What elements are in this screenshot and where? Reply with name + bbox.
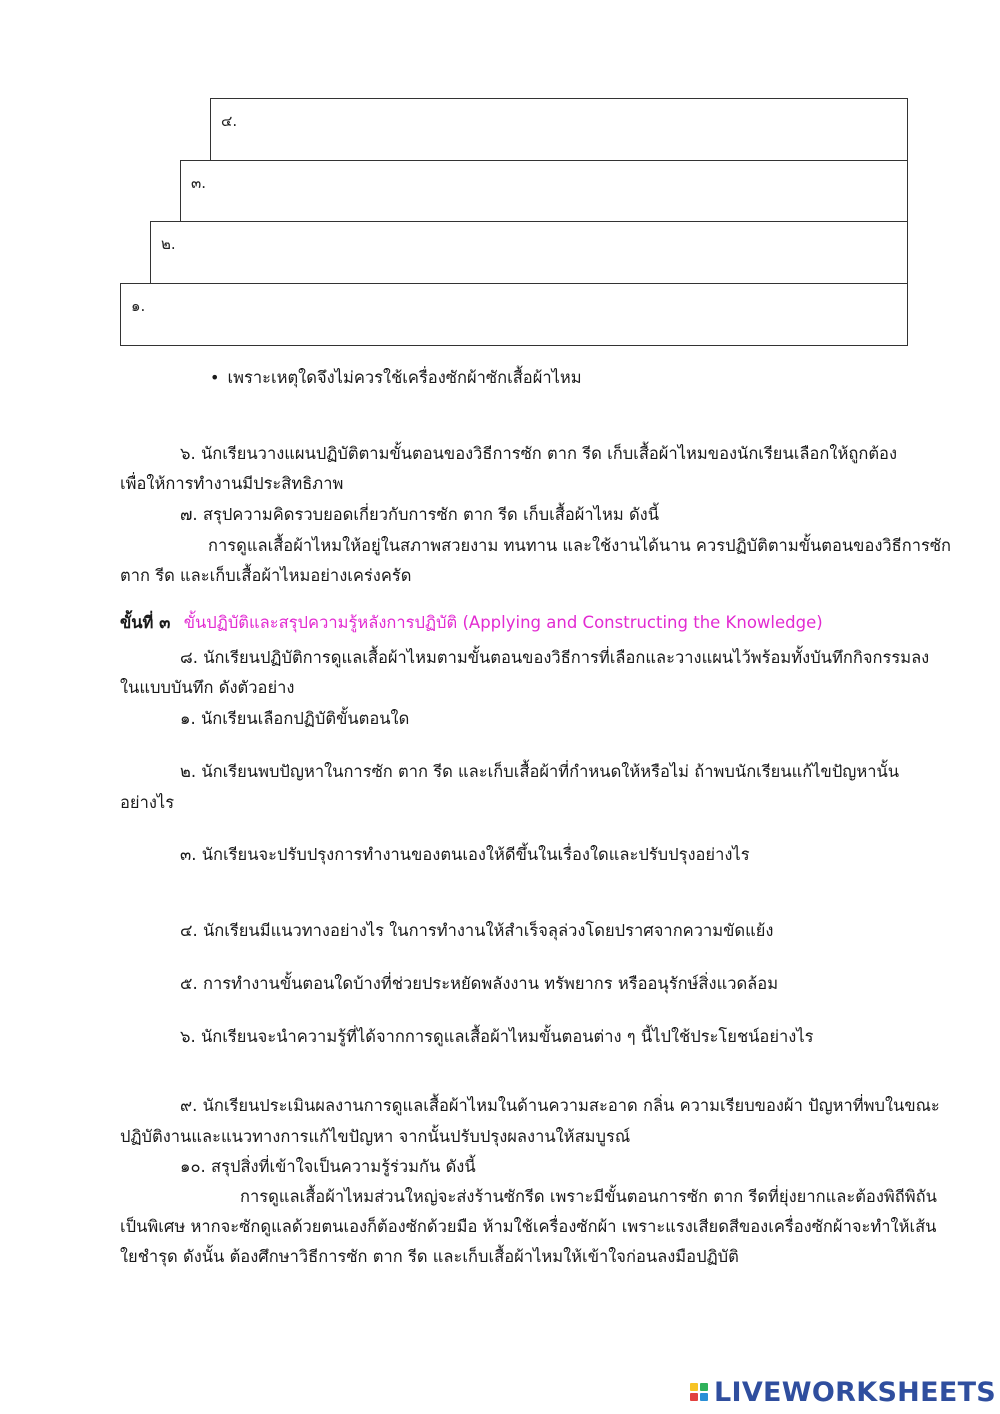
logo-text: LIVEWORKSHEETS (714, 1376, 997, 1408)
logo-square-2 (700, 1383, 708, 1391)
question-2-line1: ๒. นักเรียนพบปัญหาในการซัก ตาก รีด และเก็บเสื้อผ้าที่กำหนดให้หรือไม่ ถ้าพบนักเรียนแก้ไขปัญหานั้น (180, 762, 900, 781)
step3-title: ขั้นปฏิบัติและสรุปความรู้หลังการปฏิบัติ (Applying and Constructing the Knowledge) (183, 613, 823, 632)
question-3: ๓. นักเรียนจะปรับปรุงการทำงานของตนเองให้ดีขึ้นในเรื่องใดและปรับปรุงอย่างไร (180, 845, 750, 864)
item8-line1: ๘. นักเรียนปฏิบัติการดูแลเสื้อผ้าไหมตามขั้นตอนของวิธีการที่เลือกและวางแผนไว้พร้อมทั้งบันทึกกิจกรรมลง (180, 648, 930, 667)
item9-line2: ปฏิบัติงานและแนวทางการแก้ไขปัญหา จากนั้นปรับปรุงผลงานให้สมบูรณ์ (120, 1127, 631, 1146)
answer-box-4[interactable] (210, 98, 908, 161)
question-2-line2: อย่างไร (120, 793, 175, 812)
answer-box-2[interactable] (150, 221, 908, 284)
question-6: ๖. นักเรียนจะนำความรู้ที่ได้จากการดูแลเสื้อผ้าไหมขั้นตอนต่าง ๆ นี้ไปใช้ประโยชน์อย่างไร (180, 1027, 814, 1046)
item9-line1: ๙. นักเรียนประเมินผลงานการดูแลเสื้อผ้าไหมในด้านความสะอาด กลิ่น ความเรียบของผ้า ปัญหาที่พบในขณะ (180, 1096, 940, 1115)
logo-square-1 (690, 1383, 698, 1391)
step3-heading (120, 612, 823, 634)
item7-line1: ๗. สรุปความคิดรวบยอดเกี่ยวกับการซัก ตาก รีด เก็บเสื้อผ้าไหม ดังนี้ (180, 505, 660, 524)
question-5: ๕. การทำงานขั้นตอนใดบ้างที่ช่วยประหยัดพลังงาน ทรัพยากร หรืออนุรักษ์สิ่งแวดล้อม (180, 974, 779, 993)
item7-line2: การดูแลเสื้อผ้าไหมให้อยู่ในสภาพสวยงาม ทนทาน และใช้งานได้นาน ควรปฏิบัติตามขั้นตอนของวิธีการซัก (208, 536, 952, 555)
logo-square-3 (690, 1393, 698, 1401)
answer-box-3-label: ๓. (191, 174, 207, 192)
bullet-icon: • (210, 368, 220, 387)
bullet-question (210, 367, 582, 389)
item10-line4: ใยชำรุด ดังนั้น ต้องศึกษาวิธีการซัก ตาก รีด และเก็บเสื้อผ้าไหมให้เข้าใจก่อนลงมือปฏิบัติ (120, 1247, 739, 1266)
item8-line2: ในแบบบันทึก ดังตัวอย่าง (120, 678, 295, 697)
item6-line2: เพื่อให้การทำงานมีประสิทธิภาพ (120, 474, 344, 493)
bullet-question-text: เพราะเหตุใดจึงไม่ควรใช้เครื่องซักผ้าซักเสื้อผ้าไหม (227, 368, 582, 387)
question-1: ๑. นักเรียนเลือกปฏิบัติขั้นตอนใด (180, 709, 410, 728)
step3-label: ขั้นที่ ๓ (120, 613, 171, 632)
item10-line3: เป็นพิเศษ หากจะซักดูแลด้วยตนเองก็ต้องซักด้วยมือ ห้ามใช้เครื่องซักผ้า เพราะแรงเสียดสีของเครื่องซักผ้าจะทำให้เส้น (120, 1217, 937, 1236)
answer-box-1-label: ๑. (131, 297, 146, 315)
answer-box-1[interactable] (120, 283, 908, 346)
question-4: ๔. นักเรียนมีแนวทางอย่างไร ในการทำงานให้สำเร็จลุล่วงโดยปราศจากความขัดแย้ง (180, 921, 774, 940)
answer-box-3[interactable] (180, 160, 908, 223)
answer-box-4-label: ๔. (221, 112, 238, 130)
item10-line2: การดูแลเสื้อผ้าไหมส่วนใหญ่จะส่งร้านซักรีด เพราะมีขั้นตอนการซัก ตาก รีดที่ยุ่งยากและต้องพิถีพิถัน (240, 1187, 937, 1206)
answer-box-2-label: ๒. (161, 235, 176, 253)
logo-square-4 (700, 1393, 708, 1401)
liveworksheets-logo[interactable] (690, 1372, 996, 1412)
logo-mark-icon (690, 1383, 708, 1401)
item7-line3: ตาก รีด และเก็บเสื้อผ้าไหมอย่างเคร่งครัด (120, 566, 412, 585)
item10-line1: ๑๐. สรุปสิ่งที่เข้าใจเป็นความรู้ร่วมกัน ดังนี้ (180, 1157, 476, 1176)
item6-line1: ๖. นักเรียนวางแผนปฏิบัติตามขั้นตอนของวิธีการซัก ตาก รีด เก็บเสื้อผ้าไหมของนักเรียนเลือกให้ถูกต้อง (180, 444, 898, 463)
